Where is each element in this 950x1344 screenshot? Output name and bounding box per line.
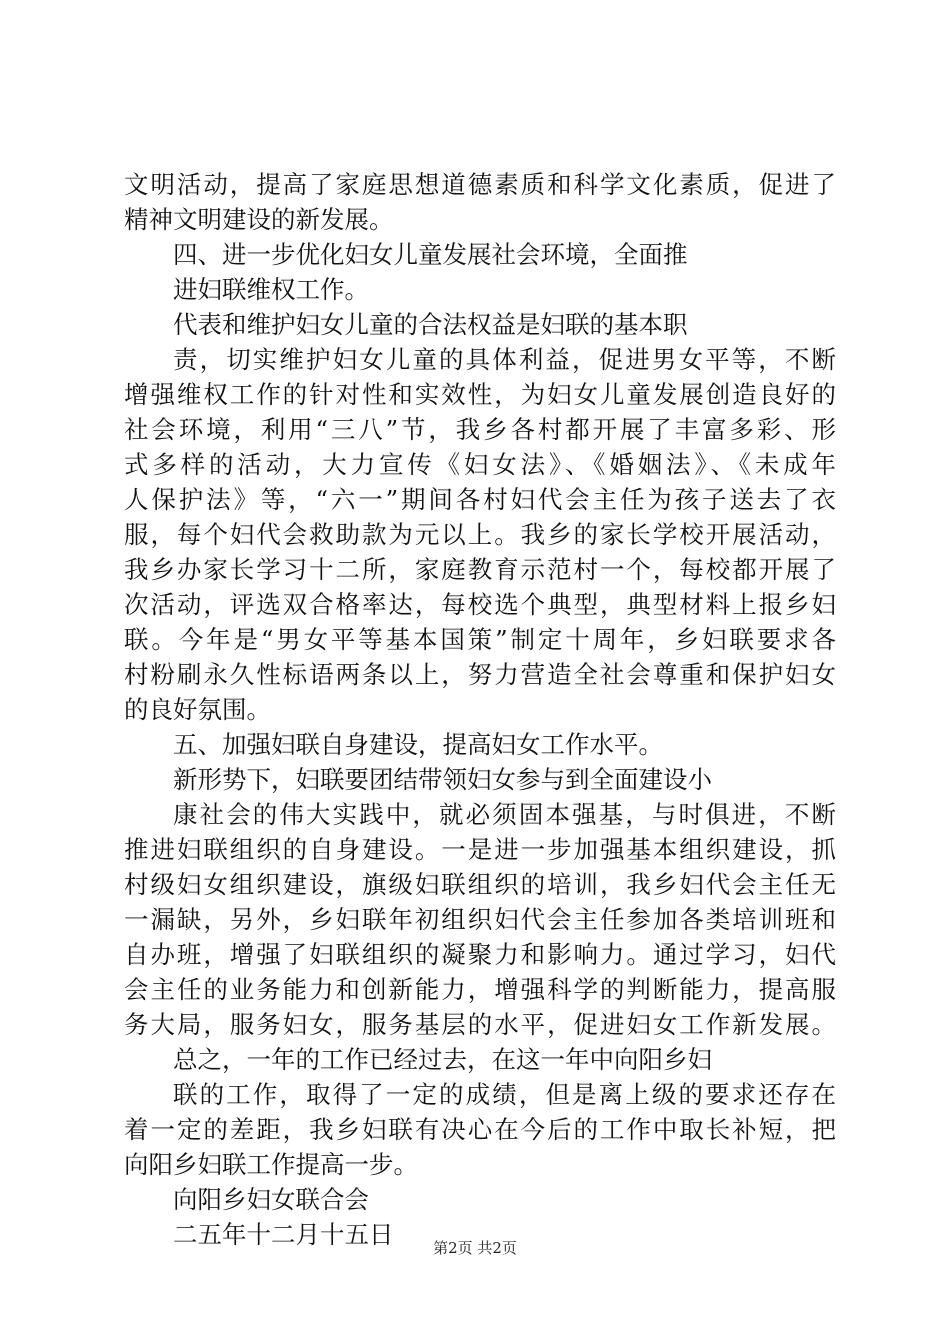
text-line: 着一定的差距，我乡妇联有决心在今后的工作中取长补短，把 <box>124 1115 836 1144</box>
text-line: 代表和维护妇女儿童的合法权益是妇联的基本职 <box>173 310 688 339</box>
text-line: 村级妇女组织建设，旗级妇联组织的培训，我乡妇代会主任无 <box>124 870 836 899</box>
text-line: 务大局，服务妇女，服务基层的水平，促进妇女工作新发展。 <box>124 1010 836 1039</box>
text-line: 自办班，增强了妇联组织的凝聚力和影响力。通过学习，妇代 <box>124 940 836 969</box>
text-line: 一漏缺，另外，乡妇联年初组织妇代会主任参加各类培训班和 <box>124 905 836 934</box>
text-line: 精神文明建设的新发展。 <box>124 205 394 234</box>
text-line: 增强维权工作的针对性和实效性，为妇女儿童发展创造良好的 <box>124 380 836 409</box>
text-line: 文明活动，提高了家庭思想道德素质和科学文化素质，促进了 <box>124 170 836 199</box>
text-line: 会主任的业务能力和创新能力，增强科学的判断能力，提高服 <box>124 975 836 1004</box>
page-footer: 第2页 共2页 <box>433 1239 517 1257</box>
text-line: 服，每个妇代会救助款为元以上。我乡的家长学校开展活动， <box>124 520 836 549</box>
text-line: 责，切实维护妇女儿童的具体利益，促进男女平等，不断 <box>173 345 836 374</box>
text-line: 次活动，评选双合格率达，每校选个典型，典型材料上报乡妇 <box>124 590 836 619</box>
text-line: 四、进一步优化妇女儿童发展社会环境，全面推 <box>173 240 688 269</box>
text-line: 五、加强妇联自身建设，提高妇女工作水平。 <box>173 730 663 759</box>
text-line: 新形势下，妇联要团结带领妇女参与到全面建设小 <box>173 765 712 794</box>
text-line: 康社会的伟大实践中，就必须固本强基，与时俱进，不断 <box>173 800 836 829</box>
text-line: 向阳乡妇联工作提高一步。 <box>124 1150 418 1179</box>
text-line: 联。今年是“男女平等基本国策”制定十周年，乡妇联要求各 <box>124 625 836 654</box>
text-line: 我乡办家长学习十二所，家庭教育示范村一个，每校都开展了 <box>124 555 836 584</box>
text-line: 向阳乡妇女联合会 <box>173 1185 369 1214</box>
text-line: 推进妇联组织的自身建设。一是进一步加强基本组织建设，抓 <box>124 835 836 864</box>
text-line: 式多样的活动，大力宣传《妇女法》、《婚姻法》、《未成年 <box>124 450 836 479</box>
text-line: 社会环境，利用“三八”节，我乡各村都开展了丰富多彩、形 <box>124 415 836 444</box>
text-line: 联的工作，取得了一定的成绩，但是离上级的要求还存在 <box>173 1080 836 1109</box>
text-line: 的良好氛围。 <box>124 695 271 724</box>
text-line: 二五年十二月十五日 <box>173 1220 394 1249</box>
text-line: 进妇联维权工作。 <box>173 275 369 304</box>
text-line: 人保护法》等，“六一”期间各村妇代会主任为孩子送去了衣 <box>124 485 836 514</box>
document-body <box>124 167 836 1252</box>
text-line: 总之，一年的工作已经过去，在这一年中向阳乡妇 <box>173 1045 712 1074</box>
text-line: 村粉刷永久性标语两条以上，努力营造全社会尊重和保护妇女 <box>124 660 836 689</box>
